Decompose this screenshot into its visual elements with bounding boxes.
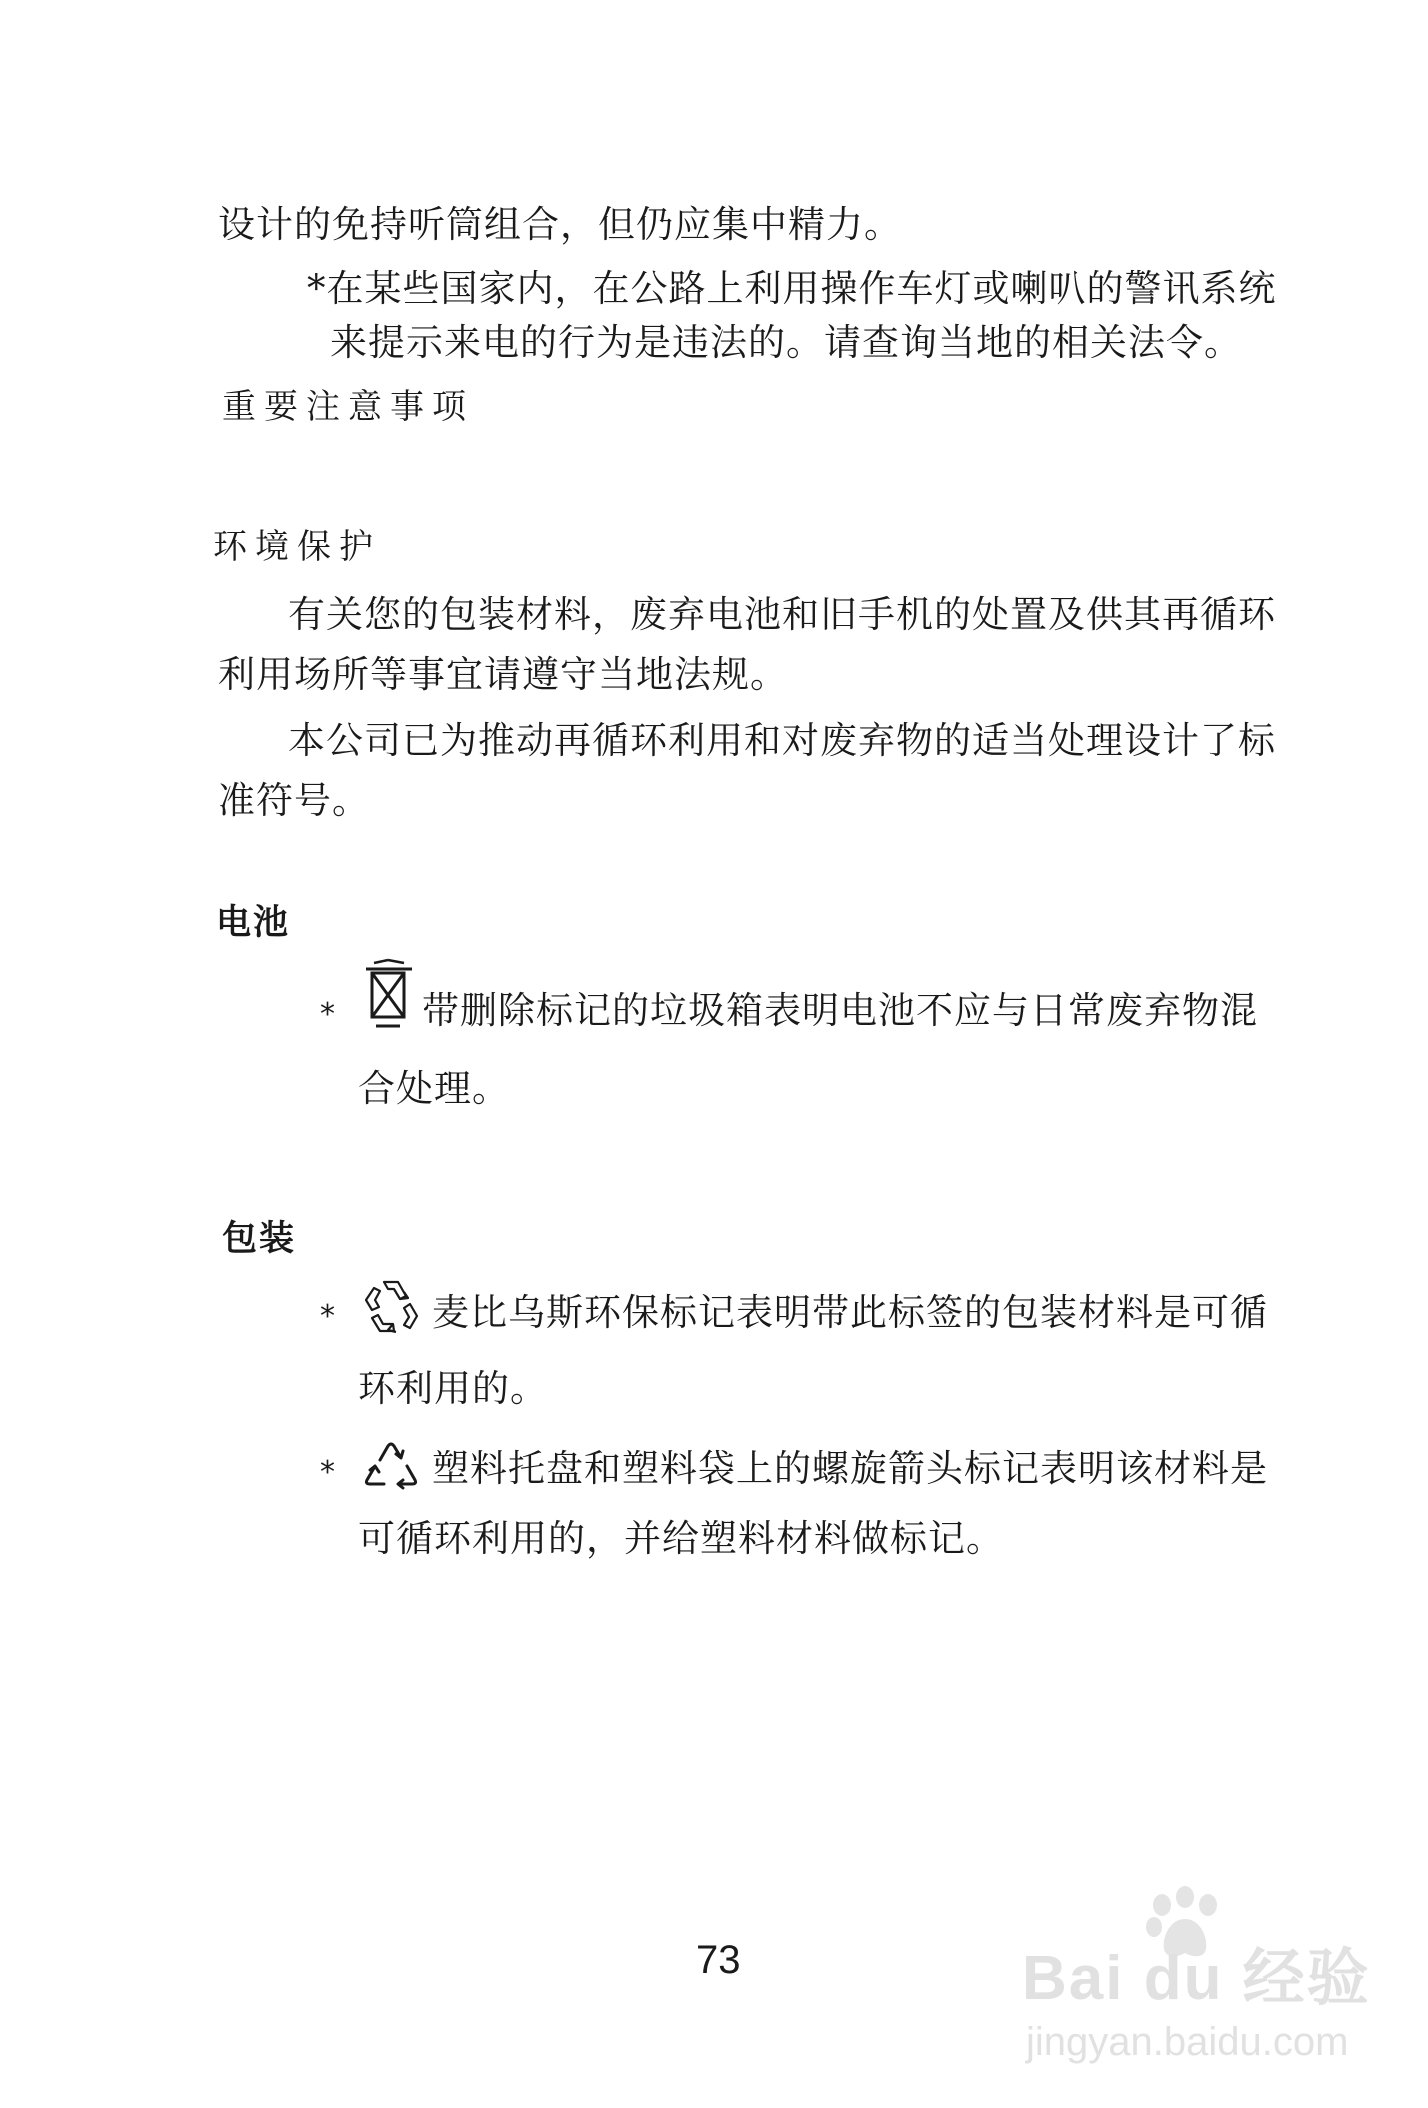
- battery-text: 带删除标记的垃圾箱表明电池不应与日常废弃物混: [422, 989, 1258, 1032]
- packaging-text: 环利用的。: [358, 1367, 548, 1410]
- intro-line: 设计的免持听筒组合，但仍应集中精力。: [218, 203, 902, 246]
- watermark-logo: Bai du 经验: [1022, 1944, 1371, 2013]
- subsection-heading: 环境保护: [213, 527, 381, 567]
- paragraph-line: 利用场所等事宜请遵守当地法规。: [218, 653, 788, 696]
- mobius-loop-icon: [360, 1274, 422, 1336]
- page-number: 73: [696, 1938, 741, 1982]
- packaging-text: 可循环利用的，并给塑料材料做标记。: [358, 1517, 1004, 1560]
- battery-heading: 电池: [216, 903, 291, 943]
- bullet-marker: *: [320, 997, 335, 1032]
- note-line: *在某些国家内，在公路上利用操作车灯或喇叭的警讯系统: [307, 267, 1277, 310]
- paragraph-line: 准符号。: [218, 779, 370, 822]
- packaging-text: 塑料托盘和塑料袋上的螺旋箭头标记表明该材料是: [432, 1447, 1268, 1490]
- section-heading: 重要注意事项: [222, 387, 474, 427]
- crossed-bin-icon: [364, 958, 416, 1036]
- paragraph-line: 有关您的包装材料，废弃电池和旧手机的处置及供其再循环: [288, 593, 1276, 636]
- bullet-marker: *: [320, 1455, 335, 1490]
- watermark-url: jingyan.baidu.com: [1026, 2020, 1349, 2064]
- battery-text: 合处理。: [358, 1067, 510, 1110]
- recycle-triangle-icon: [362, 1440, 420, 1492]
- note-line: 来提示来电的行为是违法的。请查询当地的相关法令。: [330, 321, 1242, 364]
- paragraph-line: 本公司已为推动再循环利用和对废弃物的适当处理设计了标: [288, 719, 1276, 762]
- packaging-heading: 包装: [222, 1219, 297, 1259]
- packaging-text: 麦比乌斯环保标记表明带此标签的包装材料是可循: [432, 1291, 1268, 1334]
- bullet-marker: *: [320, 1299, 335, 1334]
